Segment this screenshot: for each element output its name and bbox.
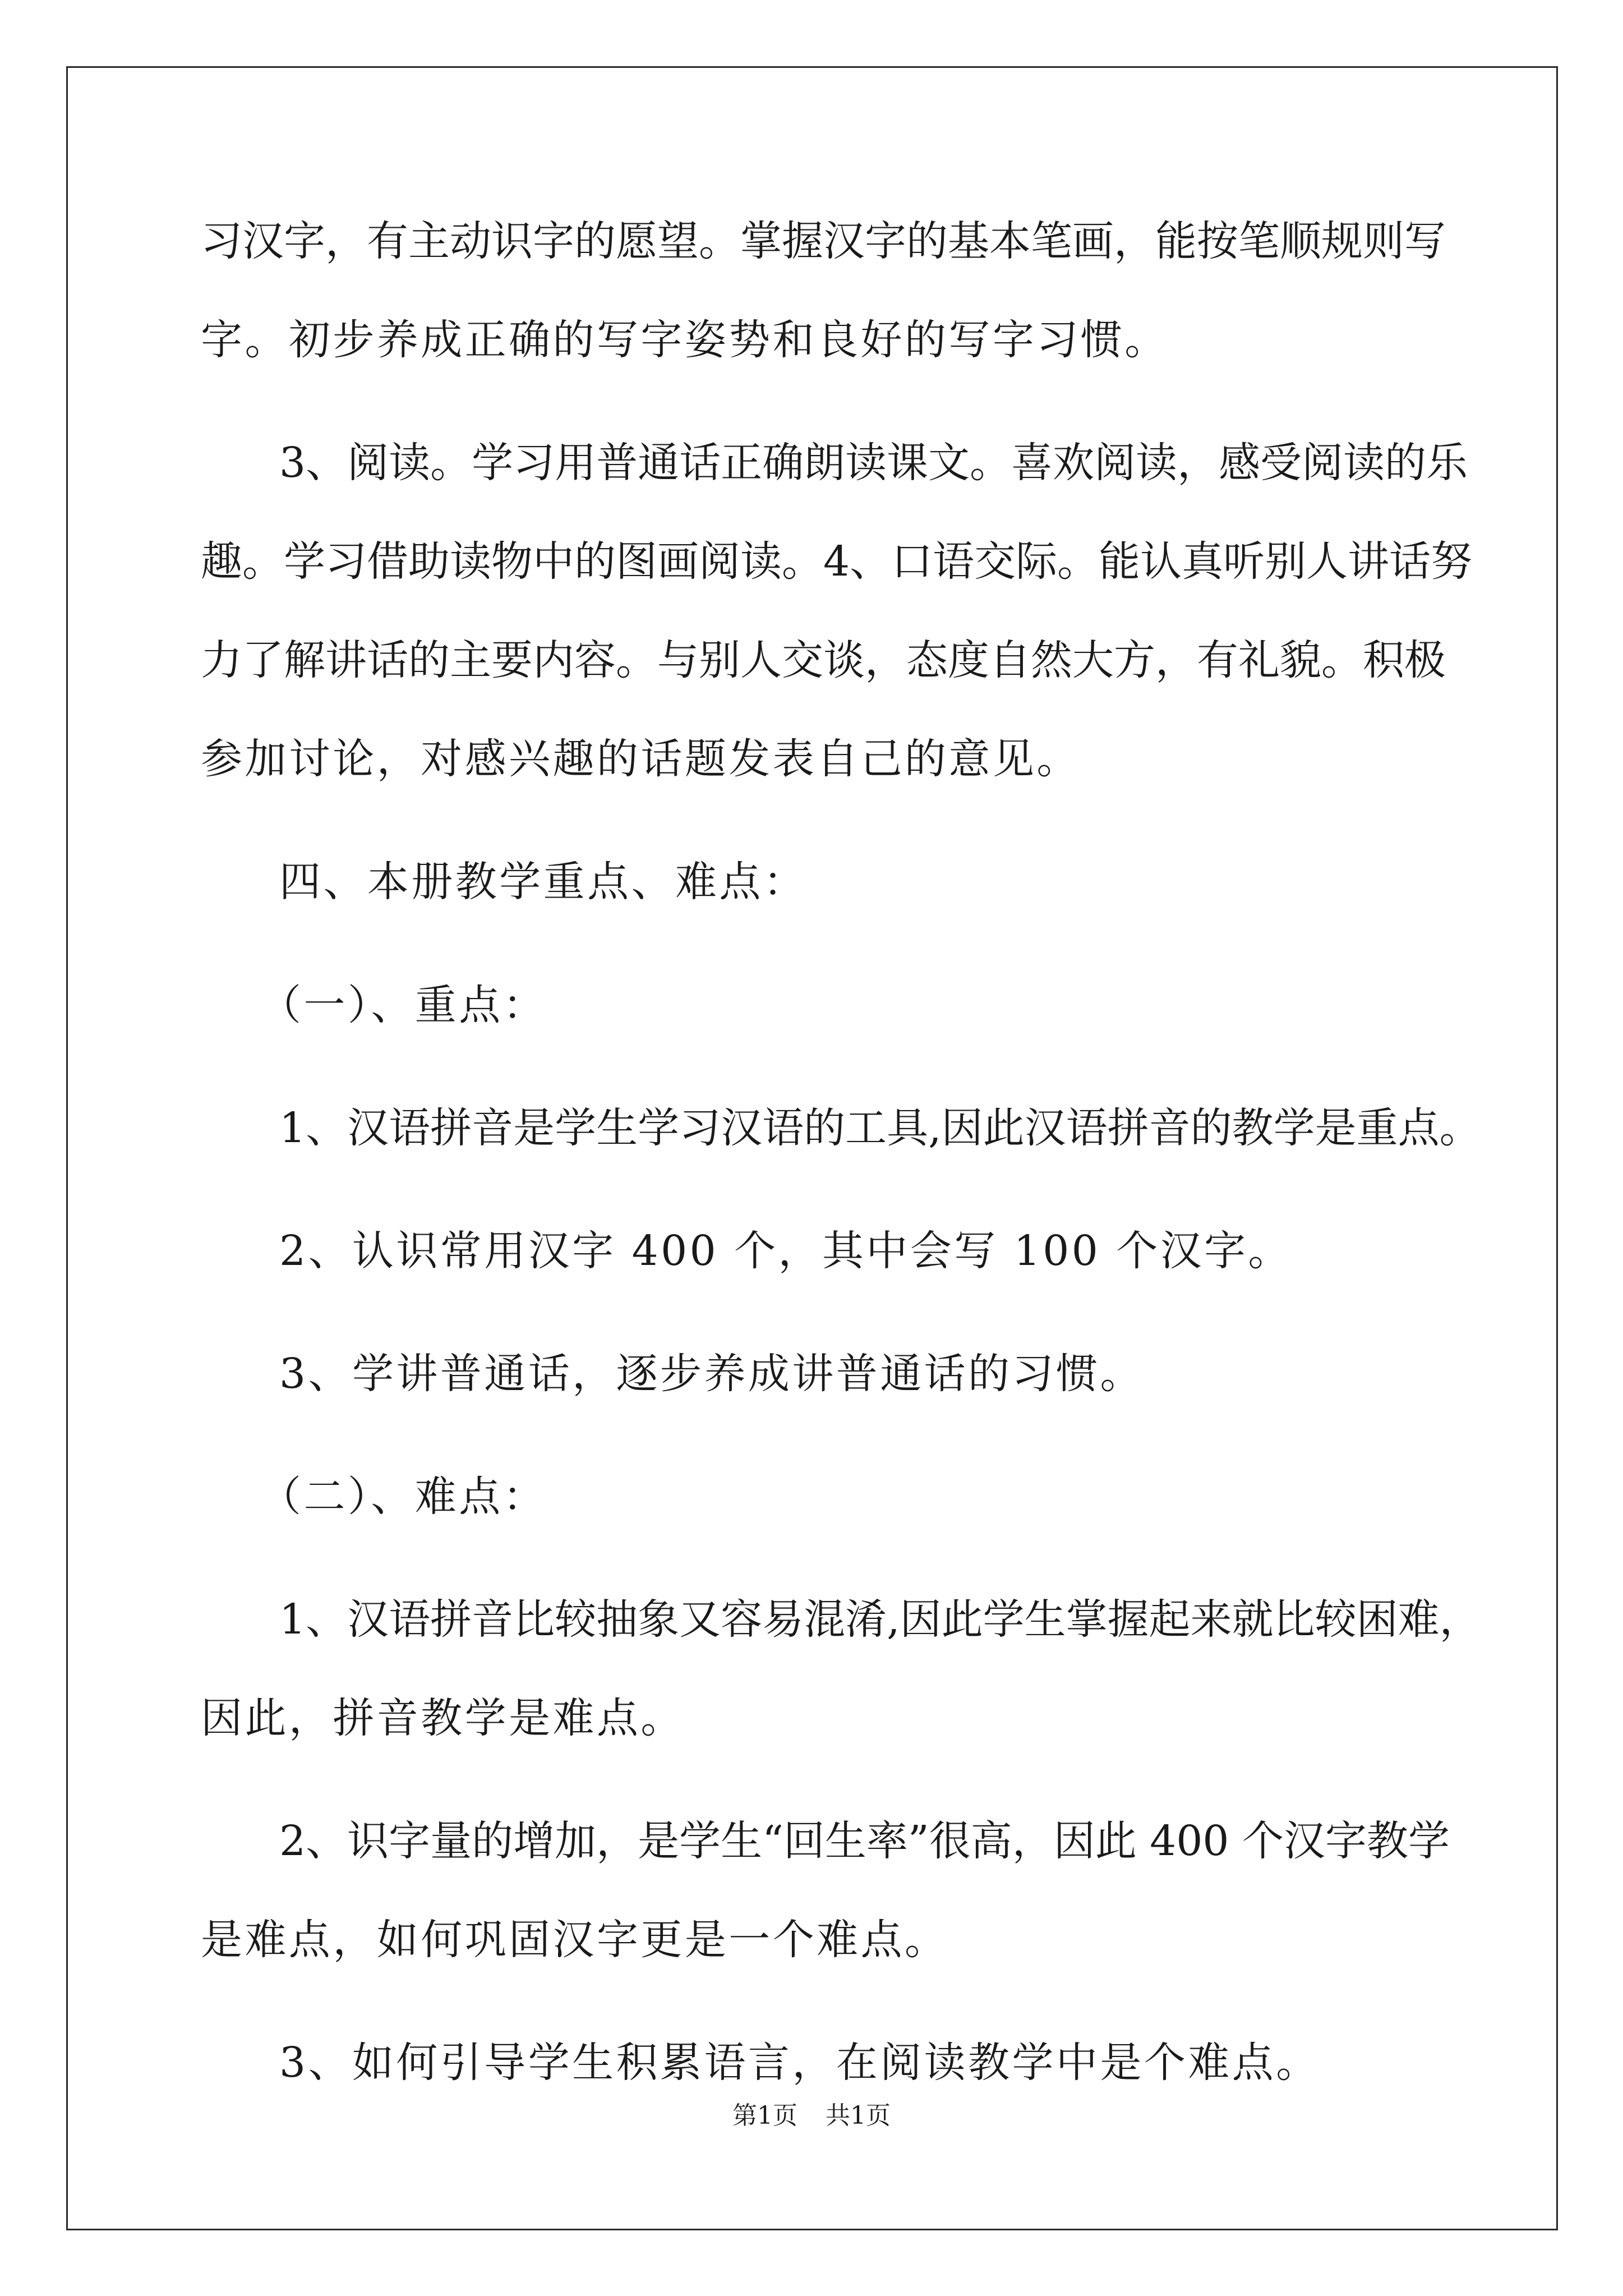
section-heading: 四、本册教学重点、难点： (279, 858, 808, 906)
page-number: 第1页 (732, 2101, 797, 2130)
text-line: 1、汉语拼音是学生学习汉语的工具,因此汉语拼音的教学是重点。 (279, 1104, 1481, 1152)
page-footer (0, 2099, 1623, 2133)
text-line: 习汉字，有主动识字的愿望。掌握汉字的基本笔画，能按笔顺规则写 (201, 217, 1446, 265)
text-line: 1、汉语拼音比较抽象又容易混淆,因此学生掌握起来就比较困难， (279, 1595, 1481, 1644)
text-line: 2、认识常用汉字 400 个，其中会写 100 个汉字。 (279, 1227, 1292, 1275)
text-line: 是难点，如何巩固汉字更是一个难点。 (201, 1916, 949, 1964)
text-line: 因此，拼音教学是难点。 (201, 1694, 685, 1742)
text-line: 3、阅读。学习用普通话正确朗读课文。喜欢阅读，感受阅读的乐 (279, 439, 1468, 487)
text-line: 趣。学习借助读物中的图画阅读。4、口语交际。能认真听别人讲话努 (201, 537, 1473, 586)
text-line: 字。初步养成正确的写字姿势和良好的写字习惯。 (201, 316, 1169, 364)
text-line: 3、学讲普通话，逐步养成讲普通话的习惯。 (279, 1350, 1144, 1398)
text-line: 3、如何引导学生积累语言，在阅读教学中是个难点。 (279, 2039, 1320, 2087)
text-line: 参加讨论，对感兴趣的话题发表自己的意见。 (201, 735, 1081, 783)
text-line: 2、识字量的增加，是学生“回生率”很高，因此 400 个汉字教学 (279, 1817, 1450, 1865)
text-line: 力了解讲话的主要内容。与别人交谈，态度自然大方，有礼貌。积极 (201, 636, 1446, 684)
subsection-heading: （二）、难点： (260, 1473, 547, 1521)
page-total: 共1页 (826, 2101, 891, 2130)
subsection-heading: （一）、重点： (260, 981, 547, 1029)
